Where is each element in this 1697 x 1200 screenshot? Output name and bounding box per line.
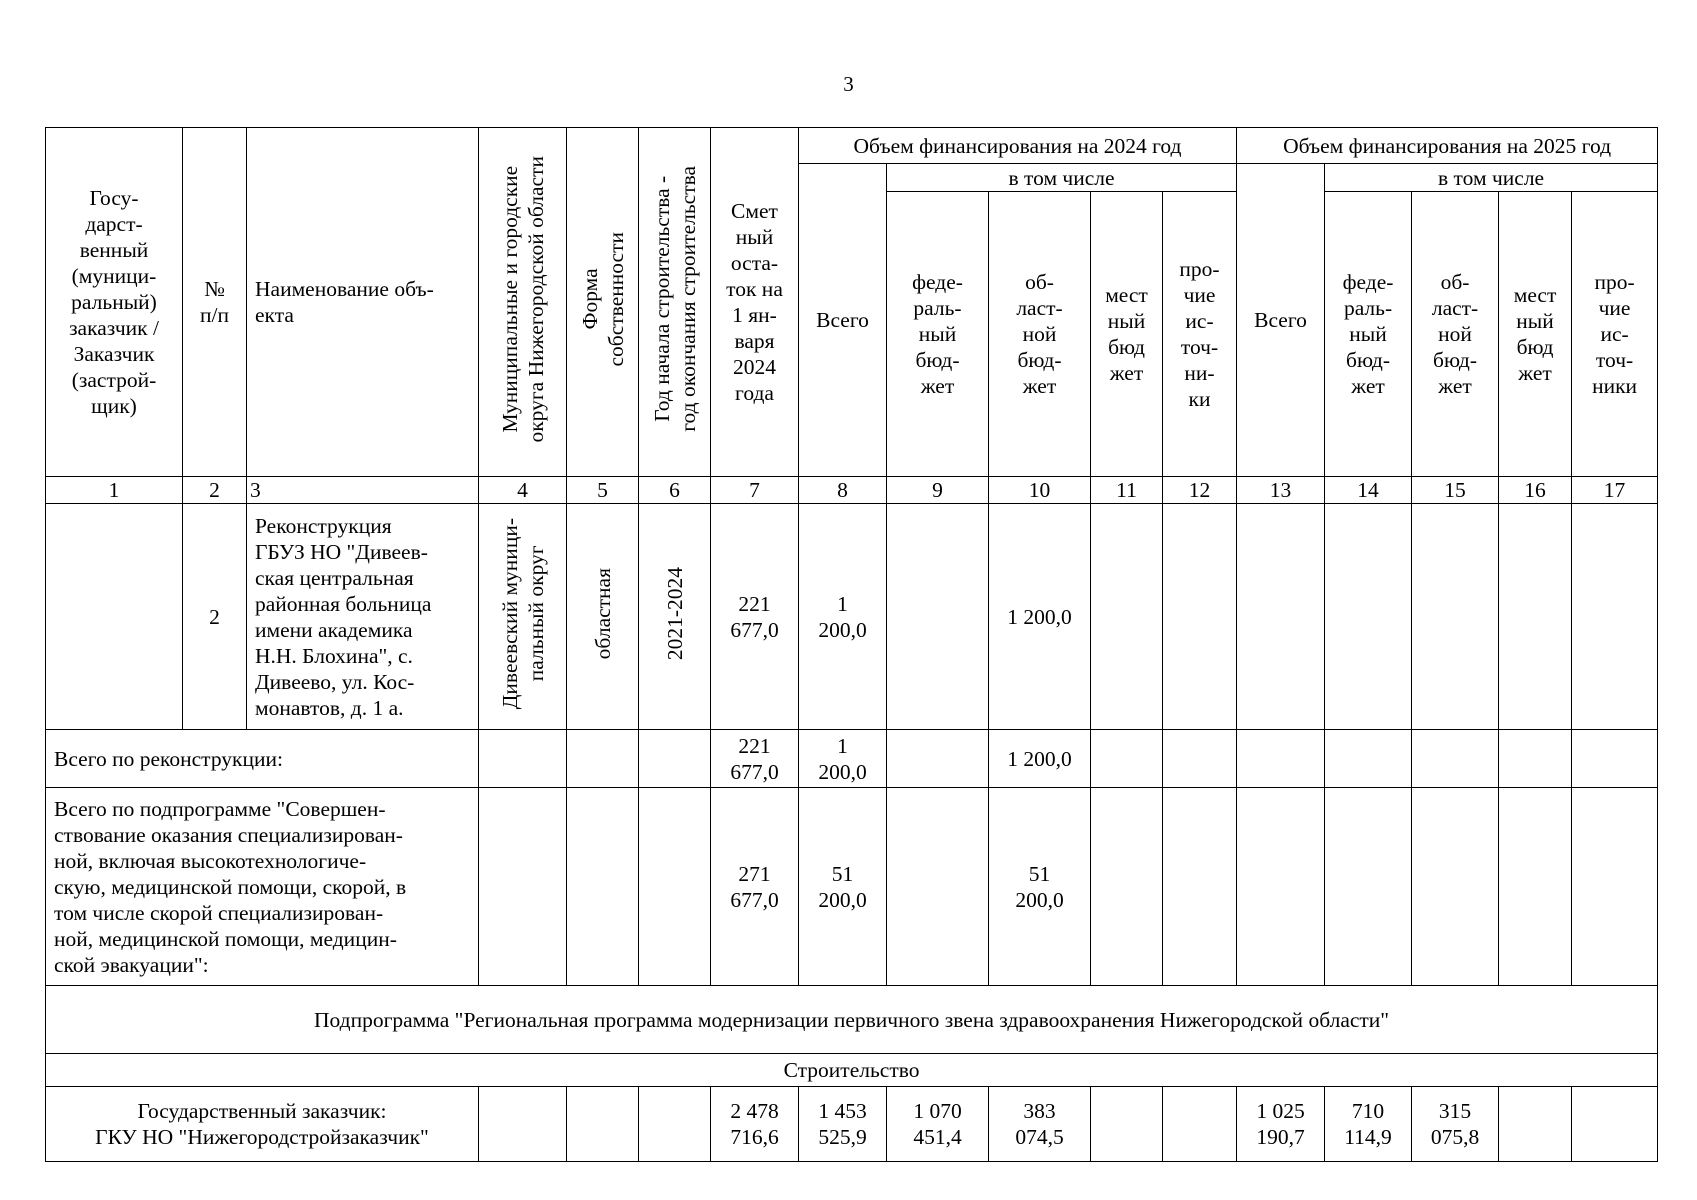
cell-municipal: Дивеевский муници- пальный округ — [479, 504, 567, 730]
table-row-section-title — [46, 1054, 1658, 1087]
cell-other-2025 — [1572, 504, 1658, 730]
column-number: 6 — [639, 477, 711, 504]
cell-empty — [1237, 788, 1325, 986]
cell-empty — [887, 730, 989, 788]
cell-estimate: 221 677,0 — [711, 730, 799, 788]
cell-other-2024 — [1163, 504, 1237, 730]
cell-empty — [1091, 730, 1163, 788]
cell-empty — [639, 730, 711, 788]
section-title: Строительство — [46, 1054, 1658, 1087]
cell-local-2025 — [1499, 504, 1572, 730]
cell-total-2024: 51 200,0 — [799, 788, 887, 986]
cell-empty — [1572, 788, 1658, 986]
header-local-2024: мест ный бюд жет — [1091, 192, 1163, 477]
column-number: 3 — [247, 477, 479, 504]
column-number: 17 — [1572, 477, 1658, 504]
header-total-2024: Всего — [799, 164, 887, 477]
header-object-name: Наименование объ- екта — [247, 128, 479, 477]
header-num: № п/п — [183, 128, 247, 477]
cell-federal-2025 — [1325, 504, 1412, 730]
cell-federal-2024 — [887, 504, 989, 730]
cell-empty — [1163, 1087, 1237, 1162]
header-regional-2025: об- ласт- ной бюд- жет — [1412, 192, 1499, 477]
column-number: 9 — [887, 477, 989, 504]
column-number: 4 — [479, 477, 567, 504]
table-row-subprogram-title — [46, 986, 1658, 1054]
cell-ownership: областная — [567, 504, 639, 730]
header-other-2024: про- чие ис- точ- ни- ки — [1163, 192, 1237, 477]
cell-federal-2024: 1 070 451,4 — [887, 1087, 989, 1162]
cell-empty — [1572, 730, 1658, 788]
cell-local-2024 — [1091, 504, 1163, 730]
header-including-2024: в том числе — [887, 164, 1237, 192]
header-funding-2024: Объем финансирования на 2024 год — [799, 128, 1237, 164]
column-number: 10 — [989, 477, 1091, 504]
cell-object-name: Реконструкция ГБУЗ НО "Дивеев- ская центральная районная больница имени академика Н.Н. Блохина", с. Дивеево, ул. Кос- монавтов, д. 1 а. — [247, 504, 479, 730]
cell-total-2024: 1 453 525,9 — [799, 1087, 887, 1162]
cell-subprogram-label: Всего по подпрограмме "Совершен- ствование оказания специализирован- ной, включая высокотехнологиче- скую, медицинской помощи, скорой, в том числе скорой специализирован- ной, медицинской помощи, медицин- ской эвакуации": — [46, 788, 479, 986]
cell-estimate: 271 677,0 — [711, 788, 799, 986]
cell-regional-2024: 383 074,5 — [989, 1087, 1091, 1162]
cell-empty — [1499, 730, 1572, 788]
column-number: 8 — [799, 477, 887, 504]
cell-empty — [1572, 1087, 1658, 1162]
cell-empty — [1325, 788, 1412, 986]
cell-regional-2024: 1 200,0 — [989, 730, 1091, 788]
header-funding-2025: Объем финансирования на 2025 год — [1237, 128, 1658, 164]
column-number: 13 — [1237, 477, 1325, 504]
header-municipal: Муниципальные и городские округа Нижегородской области — [479, 128, 567, 477]
column-number: 7 — [711, 477, 799, 504]
cell-regional-2025 — [1412, 504, 1499, 730]
cell-num: 2 — [183, 504, 247, 730]
cell-empty — [1412, 788, 1499, 986]
table-row-reconstruction-total — [46, 730, 1658, 788]
cell-reconstruction-label: Всего по реконструкции: — [46, 730, 479, 788]
header-other-2025: про- чие ис- точ- ники — [1572, 192, 1658, 477]
table-row-subprogram-total — [46, 788, 1658, 986]
header-total-2025: Всего — [1237, 164, 1325, 477]
table-row-object — [46, 504, 1658, 730]
column-number: 2 — [183, 477, 247, 504]
cell-empty — [639, 788, 711, 986]
cell-empty — [1412, 730, 1499, 788]
cell-empty — [479, 730, 567, 788]
cell-regional-2025: 315 075,8 — [1412, 1087, 1499, 1162]
cell-empty — [1499, 788, 1572, 986]
cell-estimate: 2 478 716,6 — [711, 1087, 799, 1162]
cell-regional-2024: 1 200,0 — [989, 504, 1091, 730]
column-number: 16 — [1499, 477, 1572, 504]
cell-total-2025: 1 025 190,7 — [1237, 1087, 1325, 1162]
header-including-2025: в том числе — [1325, 164, 1658, 192]
cell-empty — [1091, 788, 1163, 986]
cell-empty — [46, 504, 183, 730]
cell-empty — [1163, 788, 1237, 986]
cell-years: 2021-2024 — [639, 504, 711, 730]
cell-empty — [567, 788, 639, 986]
page-number: 3 — [843, 72, 854, 96]
cell-regional-2024: 51 200,0 — [989, 788, 1091, 986]
cell-empty — [1237, 730, 1325, 788]
cell-customer-label: Государственный заказчик: ГКУ НО "Нижегородстройзаказчик" — [46, 1087, 479, 1162]
cell-empty — [1163, 730, 1237, 788]
cell-empty — [1499, 1087, 1572, 1162]
cell-empty — [887, 788, 989, 986]
cell-empty — [479, 788, 567, 986]
table-row-customer — [46, 1087, 1658, 1162]
column-number: 5 — [567, 477, 639, 504]
cell-empty — [639, 1087, 711, 1162]
column-number: 1 — [46, 477, 183, 504]
header-federal-2025: феде- раль- ный бюд- жет — [1325, 192, 1412, 477]
header-ownership: Форма собственности — [567, 128, 639, 477]
cell-federal-2025: 710 114,9 — [1325, 1087, 1412, 1162]
subprogram-title: Подпрограмма "Региональная программа модернизации первичного звена здравоохранения Нижегородской области" — [46, 986, 1658, 1054]
header-estimate: Смет ный оста- ток на 1 ян- варя 2024 года — [711, 128, 799, 477]
cell-total-2024: 1 200,0 — [799, 730, 887, 788]
column-numbers-row — [46, 477, 1658, 504]
column-number: 11 — [1091, 477, 1163, 504]
column-number: 12 — [1163, 477, 1237, 504]
column-number: 14 — [1325, 477, 1412, 504]
header-years: Год начала строительства - год окончания строительства — [639, 128, 711, 477]
cell-total-2024: 1 200,0 — [799, 504, 887, 730]
cell-empty — [567, 1087, 639, 1162]
header-regional-2024: об- ласт- ной бюд- жет — [989, 192, 1091, 477]
cell-estimate: 221 677,0 — [711, 504, 799, 730]
financing-table — [45, 127, 1658, 1162]
column-number: 15 — [1412, 477, 1499, 504]
header-federal-2024: феде- раль- ный бюд- жет — [887, 192, 989, 477]
header-local-2025: мест ный бюд жет — [1499, 192, 1572, 477]
header-customer: Госу- дарст- венный (муници- pальный) заказчик / Заказчик (застрой- щик) — [46, 128, 183, 477]
cell-total-2025 — [1237, 504, 1325, 730]
cell-empty — [479, 1087, 567, 1162]
cell-empty — [1091, 1087, 1163, 1162]
cell-empty — [567, 730, 639, 788]
cell-empty — [1325, 730, 1412, 788]
